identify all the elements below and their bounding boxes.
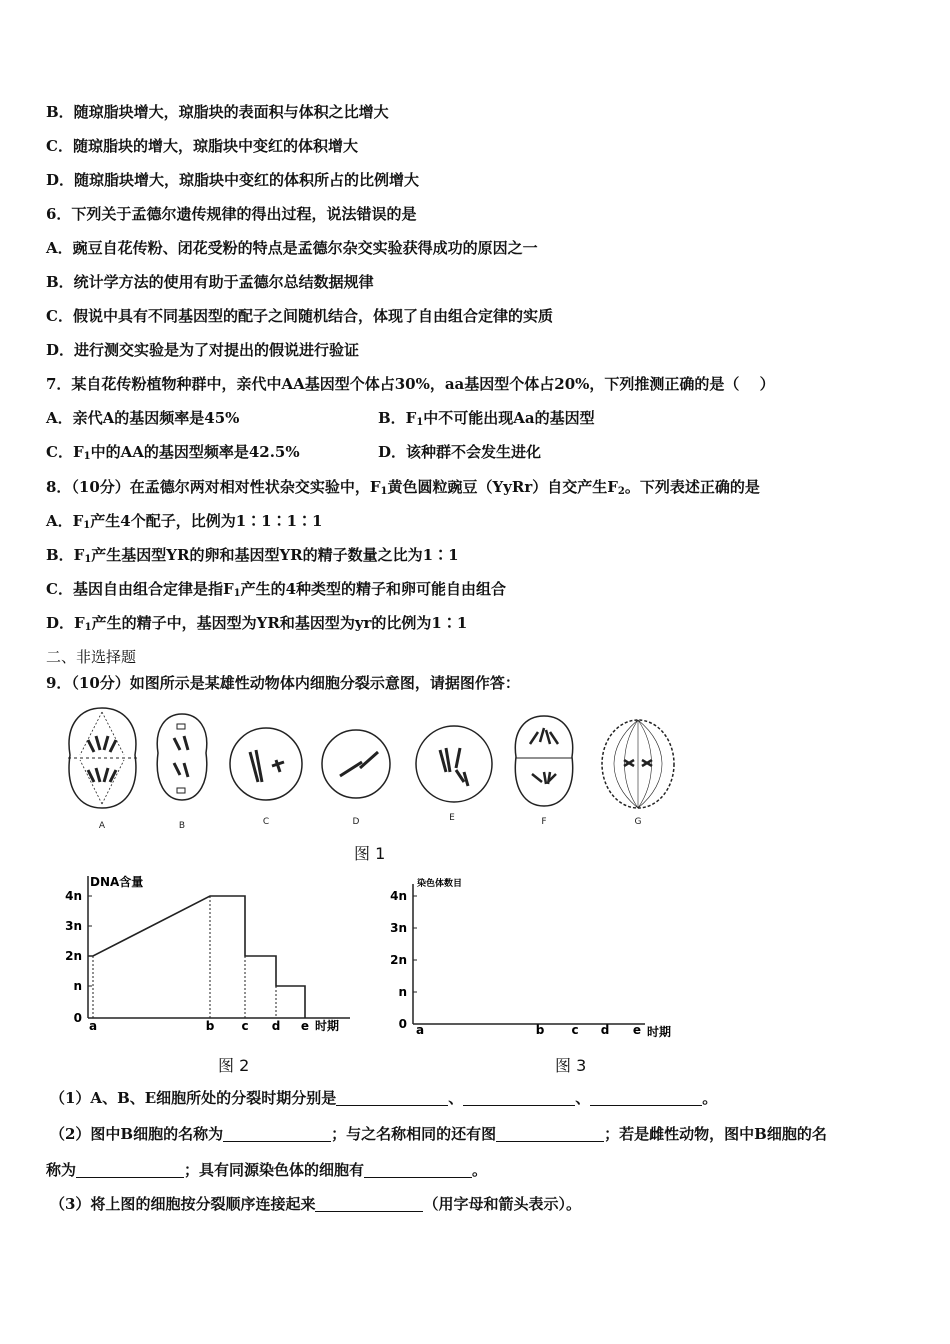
- y-axis-label: DNA含量: [90, 875, 144, 889]
- answer-blank[interactable]: [496, 1127, 604, 1142]
- q8-option-d: D．$F_1$产生的精子中，基因型为YR和基因型为yr的比例为1∶1: [46, 614, 468, 633]
- answer-blank[interactable]: [590, 1091, 702, 1106]
- answer-blank[interactable]: [315, 1197, 423, 1212]
- dna-content-line: [88, 896, 305, 1018]
- q9-part-1: （1）A、B、E细胞所处的分裂时期分别是 、 、 。: [50, 1089, 718, 1107]
- q5-option-b: B．随琼脂块增大，琼脂块的表面积与体积之比增大: [46, 103, 389, 121]
- q9-stem: 9．（10分）如图所示是某雄性动物体内细胞分裂示意图，请据图作答：: [46, 674, 520, 692]
- y-tick-0: 0: [398, 1017, 407, 1031]
- y-tick-0: 0: [73, 1011, 82, 1025]
- cell-a: [68, 708, 137, 808]
- x-tick-e: e: [632, 1023, 642, 1037]
- x-axis-label: 时期: [647, 1025, 672, 1039]
- y-tick-n: n: [398, 985, 407, 999]
- figure-3-chromosome-chart: [385, 874, 685, 1044]
- q6-option-b: B．统计学方法的使用有助于孟德尔总结数据规律: [46, 273, 374, 291]
- cell-label-g: G: [634, 817, 642, 827]
- x-tick-a: a: [415, 1023, 425, 1037]
- figure-2-dna-chart: [60, 868, 360, 1038]
- q8-stem: 8．（10分）在孟德尔两对相对性状杂交实验中，$F_1$黄色圆粒豌豆（YyRr）自交产生$F_2$。下列表述正确的是: [46, 478, 760, 497]
- y-tick-4n: 4n: [65, 889, 82, 903]
- q8-option-a: A．$F_1$产生4个配子，比例为1∶1∶1∶1: [46, 512, 323, 531]
- section-heading: 二、非选择题: [46, 648, 137, 666]
- y-tick-n: n: [73, 979, 82, 993]
- cell-label-f: F: [541, 817, 547, 827]
- q7-option-c: C．$F_1$中的AA的基因型频率是42.5%: [46, 443, 300, 462]
- cell-b: [157, 714, 207, 800]
- cell-label-a: A: [98, 821, 106, 831]
- x-axis-label: 时期: [315, 1019, 340, 1033]
- y-tick-4n: 4n: [390, 889, 407, 903]
- q6-stem: 6．下列关于孟德尔遗传规律的得出过程，说法错误的是: [46, 205, 417, 223]
- x-tick-b: b: [205, 1019, 215, 1033]
- x-tick-e: e: [300, 1019, 310, 1033]
- x-tick-d: d: [600, 1023, 610, 1037]
- cell-label-d: D: [352, 817, 360, 827]
- x-tick-c: c: [571, 1023, 579, 1037]
- q7-option-a: A．亲代A的基因频率是45%: [46, 409, 240, 427]
- cell-label-b: B: [178, 821, 186, 831]
- x-tick-b: b: [535, 1023, 545, 1037]
- q8-option-c: C．基因自由组合定律是指$F_1$产生的4种类型的精子和卵可能自由组合: [46, 580, 507, 599]
- figure-1-cells: [60, 700, 690, 835]
- x-tick-a: a: [88, 1019, 98, 1033]
- q6-option-c: C．假说中具有不同基因型的配子之间随机结合，体现了自由组合定律的实质: [46, 307, 553, 325]
- q6-option-d: D．进行测交实验是为了对提出的假说进行验证: [46, 341, 360, 359]
- figure-1-caption: 图 1: [354, 844, 386, 863]
- q5-option-c: C．随琼脂块的增大，琼脂块中变红的体积增大: [46, 137, 358, 155]
- answer-blank[interactable]: [336, 1091, 448, 1106]
- y-axis-label: 染色体数目: [417, 879, 463, 889]
- x-tick-c: c: [241, 1019, 249, 1033]
- y-tick-3n: 3n: [390, 921, 407, 935]
- x-tick-d: d: [271, 1019, 281, 1033]
- q5-option-d: D．随琼脂块增大，琼脂块中变红的体积所占的比例增大: [46, 171, 420, 189]
- cell-g: [602, 720, 674, 808]
- figure-3-caption: 图 3: [555, 1056, 587, 1075]
- y-tick-2n: 2n: [65, 949, 82, 963]
- y-tick-3n: 3n: [65, 919, 82, 933]
- cell-d: [322, 730, 390, 798]
- q9-part-3: （3）将上图的细胞按分裂顺序连接起来 （用字母和箭头表示）。: [50, 1195, 581, 1213]
- q7-stem: 7．某自花传粉植物种群中，亲代中AA基因型个体占30%，aa基因型个体占20%，下列推测正确的是（ ）: [46, 375, 775, 393]
- q9-part-2-cont: 称为 ；具有同源染色体的细胞有 。: [46, 1161, 488, 1179]
- answer-blank[interactable]: [364, 1163, 472, 1178]
- q9-part-2: （2）图中B细胞的名称为 ；与之名称相同的还有图 ；若是雌性动物，图中B细胞的名: [50, 1125, 827, 1143]
- answer-blank[interactable]: [463, 1091, 575, 1106]
- cell-label-e: E: [449, 813, 455, 823]
- q7-option-b: B．$F_1$中不可能出现Aa的基因型: [378, 409, 595, 428]
- q7-option-d: D．该种群不会发生进化: [378, 443, 542, 461]
- answer-blank[interactable]: [76, 1163, 184, 1178]
- cell-label-c: C: [262, 817, 270, 827]
- answer-blank[interactable]: [223, 1127, 331, 1142]
- cell-e: [416, 726, 492, 802]
- figure-2-caption: 图 2: [218, 1056, 250, 1075]
- q8-option-b: B．$F_1$产生基因型YR的卵和基因型YR的精子数量之比为1∶1: [46, 546, 459, 565]
- cell-f: [515, 716, 572, 806]
- cell-c: [230, 728, 302, 800]
- q6-option-a: A．豌豆自花传粉、闭花受粉的特点是孟德尔杂交实验获得成功的原因之一: [46, 239, 538, 257]
- y-tick-2n: 2n: [390, 953, 407, 967]
